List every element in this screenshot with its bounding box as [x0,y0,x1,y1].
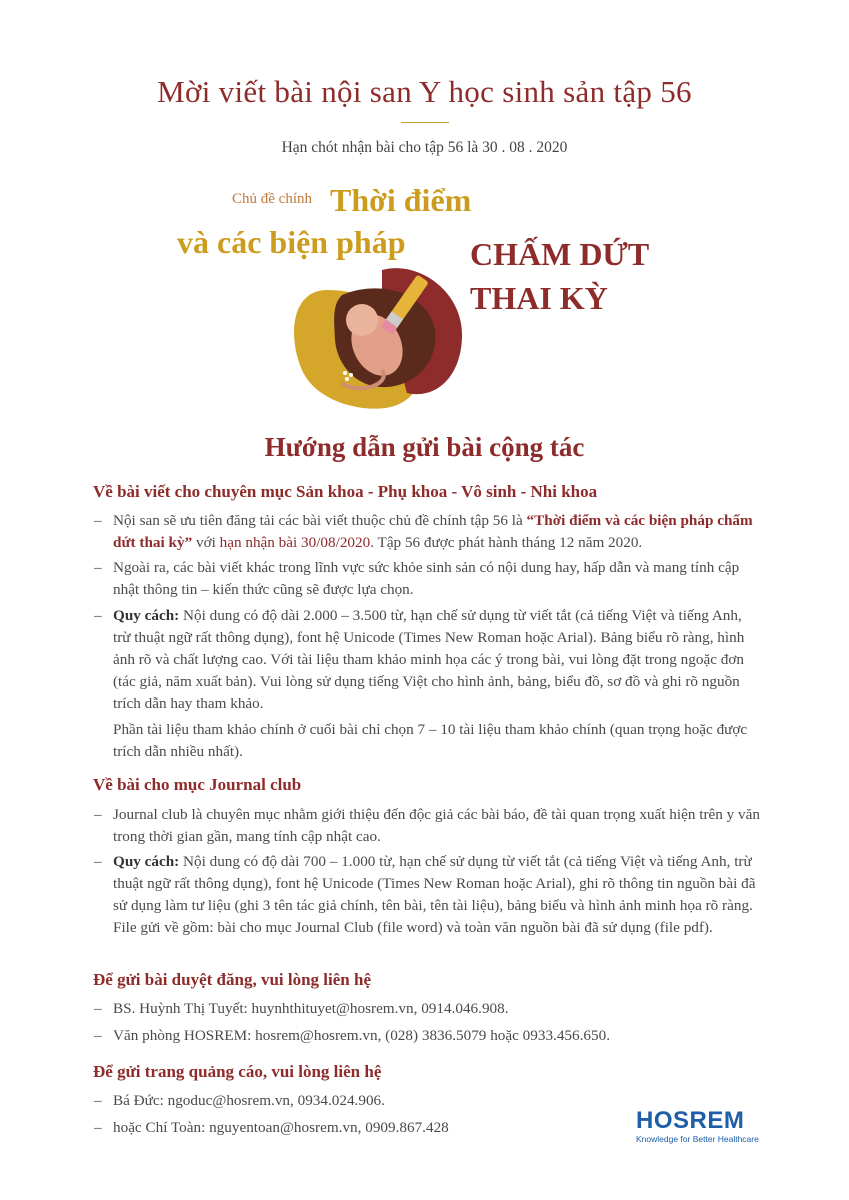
dash: – [94,806,102,823]
list-item [94,557,763,601]
list-note: Phần tài liệu tham khảo chính ở cuối bài chỉ chọn 7 – 10 tài liệu tham khảo chính (quan trọng hoặc được trích dẫn nhiều nhất). [113,721,748,760]
contact-text: BS. Huỳnh Thị Tuyết: huynhthituyet@hosrem.vn, 0914.046.908. [113,1000,509,1017]
section-heading-obstetrics: Về bài viết cho chuyên mục Sản khoa - Phụ khoa - Vô sinh - Nhi khoa [93,482,598,501]
item-text: . Tập 56 được phát hành tháng 12 năm 2020. [370,534,643,551]
item-text: Journal club là chuyên mục nhằm giới thiệu đến độc giả các bài báo, đề tài quan trọng xuất hiện trên y văn trong thời gian gần, mang tính cập nhật cao. [113,806,760,845]
fetus-illustration [287,265,467,415]
item-text: Ngoài ra, các bài viết khác trong lĩnh vực sức khỏe sinh sản có nội dung hay, hấp dẫn và mang tính cập nhật thông tin – kiến thức cũng sẽ được lựa chọn. [113,559,740,598]
guide-heading: Hướng dẫn gửi bài cộng tác [264,432,585,462]
list-item [94,998,763,1020]
logo-tagline: Knowledge for Better Healthcare [636,1134,759,1144]
item-label: Quy cách: [113,853,180,870]
list-item [94,804,763,848]
dash: – [94,512,102,529]
list-item [94,851,763,939]
section-heading-advertising-contact: Để gửi trang quảng cáo, vui lòng liên hệ [93,1062,382,1081]
title-divider [401,122,449,123]
contact-text: Văn phòng HOSREM: hosrem@hosrem.vn, (028) 3836.5079 hoặc 0933.456.650. [113,1027,610,1044]
topic-line-3: CHẤM DỨT [470,236,650,272]
deadline-highlight: hạn nhận bài 30/08/2020 [219,534,371,551]
item-text: Nội san sẽ ưu tiên đăng tải các bài viết thuộc chủ đề chính tập 56 là [113,512,527,529]
dash: – [94,559,102,576]
list-item [94,510,763,554]
item-text: Nội dung có độ dài 2.000 – 3.500 từ, hạn chế sử dụng từ viết tắt (cả tiếng Việt và tiếng Anh, trừ thuật ngữ rất thông dụng), font hệ Unicode (Times New Roman hoặc Arial). Bảng biểu rõ ràng, hình ảnh rõ và chất lượng cao. Với tài liệu tham khảo minh họa các ý trong bài, vui lòng đặt trong ngoặc đơn (tác giả, năm xuất bản). Vui lòng sử dụng tiếng Việt cho hình ảnh, bảng, biểu đồ, sơ đồ và ghi rõ nguồn trích dẫn hay tham khảo. [113,607,745,712]
dot-decoration [345,377,349,381]
deadline-text: Hạn chót nhận bài cho tập 56 là 30 . 08 . 2020 [281,139,568,156]
list-item [94,605,763,715]
item-label: Quy cách: [113,607,180,624]
dash: – [94,1000,102,1017]
dash: – [94,1092,102,1109]
dot-decoration [349,373,353,377]
hosrem-logo [636,1108,766,1154]
page-title: Mời viết bài nội san Y học sinh sản tập 56 [157,74,692,109]
item-text: với [192,534,220,551]
contact-text: Bá Đức: ngoduc@hosrem.vn, 0934.024.906. [113,1092,385,1109]
dash: – [94,607,102,624]
contact-text: hoặc Chí Toàn: nguyentoan@hosrem.vn, 0909.867.428 [113,1119,449,1136]
logo-wordmark: HOSREM [636,1107,745,1134]
dash: – [94,1027,102,1044]
dash: – [94,853,102,870]
item-text: Nội dung có độ dài 700 – 1.000 từ, hạn chế sử dụng từ viết tắt (cả tiếng Việt và tiếng Anh, trừ thuật ngữ rất thông dụng), font hệ Unicode (Times New Roman hoặc Arial), ghi rõ thông tin nguồn bài đã sử dụng làm tư liệu (ghi 3 tên tác giả chính, tên bài, tên tài liệu), bảng biểu và hình ảnh minh họa rõ ràng. File gửi về gồm: bài cho mục Journal Club (file word) và toàn văn nguồn bài đã sử dụng (file pdf). [113,853,756,936]
topic-line-2: và các biện pháp [177,224,406,260]
topic-label: Chủ đề chính [232,191,312,207]
dot-decoration [343,371,347,375]
section-heading-submission-contact: Để gửi bài duyệt đăng, vui lòng liên hệ [93,970,372,989]
topic-line-4: THAI KỲ [470,280,608,316]
fetus-head [346,304,378,336]
section-heading-journal-club: Về bài cho mục Journal club [93,775,302,794]
dash: – [94,1119,102,1136]
topic-quote: “Thời điểm và các biện pháp chấm dứt thai kỳ” [113,512,753,551]
topic-line-1: Thời điểm [330,182,472,218]
list-item [94,1025,763,1047]
